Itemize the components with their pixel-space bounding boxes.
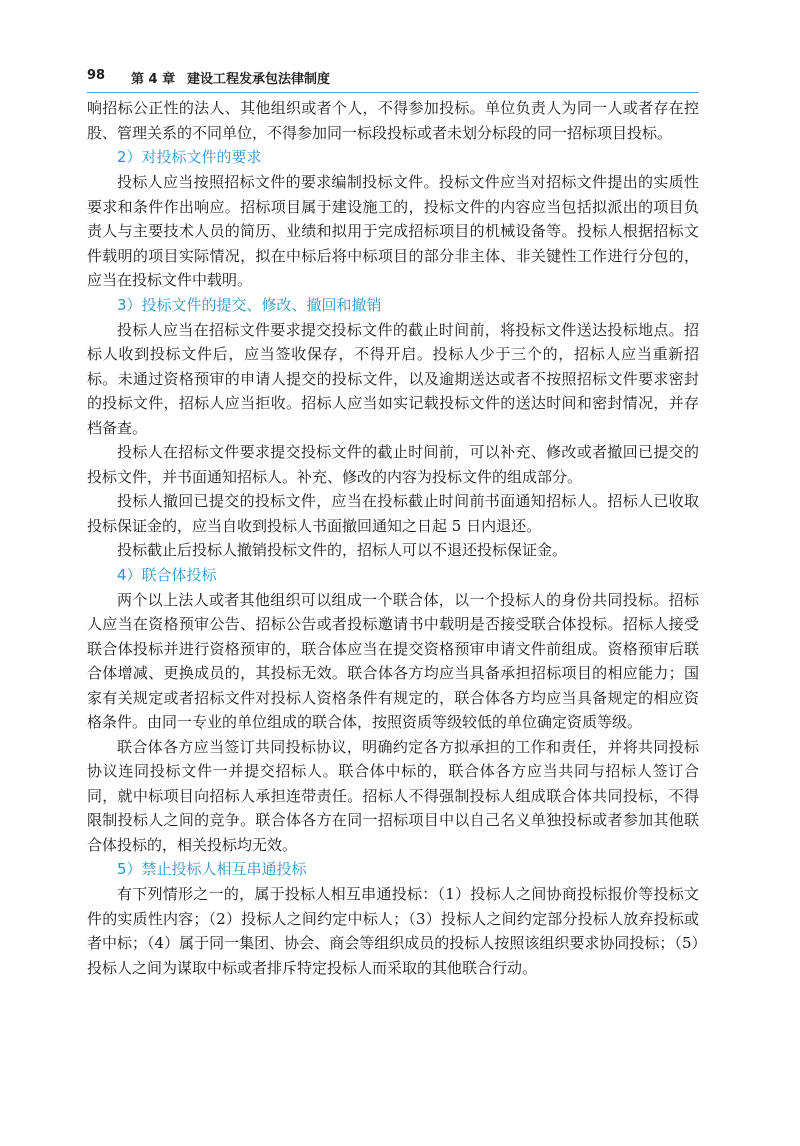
section-3-paragraph-2: 投标人在招标文件要求提交投标文件的截止时间前，可以补充、修改或者撤回已提交的投标文件，并书面通知招标人。补充、修改的内容为投标文件的组成部分。 bbox=[87, 443, 699, 486]
section-heading-3: 3）投标文件的提交、修改、撤回和撤销 bbox=[117, 295, 382, 314]
section-2-paragraph-1: 投标人应当按照招标文件的要求编制投标文件。投标文件应当对招标文件提出的实质性要求和条件作出响应。招标项目属于建设施工的，投标文件的内容应当包括拟派出的项目负责人与主要技术人员的简历、业绩和拟用于完成招标项目的机械设备等。投标人根据招标文件载明的项目实际情况，拟在中标后将中标项目的部分非主体、非关键性工作进行分包的，应当在投标文件中载明。 bbox=[87, 173, 699, 289]
section-heading-4: 4）联合体投标 bbox=[117, 565, 217, 584]
section-5-paragraph-1: 有下列情形之一的，属于投标人相互串通投标：（1）投标人之间协商投标报价等投标文件的实质性内容；（2）投标人之间约定中标人；（3）投标人之间约定部分投标人放弃投标或者中标；（4）属于同一集团、协会、商会等组织成员的投标人按照该组织要求协同投标；（5）投标人之间为谋取中标或者排斥特定投标人而采取的其他联合行动。 bbox=[87, 885, 699, 977]
page-number: 98 bbox=[87, 68, 106, 83]
header-divider bbox=[87, 92, 699, 93]
section-4-paragraph-2: 联合体各方应当签订共同投标协议，明确约定各方拟承担的工作和责任，并将共同投标协议连同投标文件一并提交招标人。联合体中标的，联合体各方应当共同与招标人签订合同，就中标项目向招标人承担连带责任。招标人不得强制投标人组成联合体共同投标，不得限制投标人之间的竞争。联合体各方在同一招标项目中以自己名义单独投标或者参加其他联合体投标的，相关投标均无效。 bbox=[87, 737, 699, 854]
chapter-label: 第 4 章 bbox=[131, 72, 176, 87]
page-header bbox=[87, 68, 699, 94]
chapter-title: 建设工程发承包法律制度 bbox=[187, 72, 331, 87]
section-3-paragraph-3: 投标人撤回已提交的投标文件，应当在投标截止时间前书面通知招标人。招标人已收取投标保证金的，应当自收到投标人书面撤回通知之日起 5 日内退还。 bbox=[87, 492, 699, 535]
section-3-paragraph-1: 投标人应当在招标文件要求提交投标文件的截止时间前，将投标文件送达投标地点。招标人收到投标文件后，应当签收保存，不得开启。投标人少于三个的，招标人应当重新招标。未通过资格预审的申请人提交的投标文件，以及逾期送达或者不按照招标文件要求密封的投标文件，招标人应当拒收。招标人应当如实记载投标文件的送达时间和密封情况，并存档备查。 bbox=[87, 320, 699, 437]
section-3-paragraph-4: 投标截止后投标人撤销投标文件的，招标人可以不退还投标保证金。 bbox=[117, 541, 568, 559]
section-4-paragraph-1: 两个以上法人或者其他组织可以组成一个联合体，以一个投标人的身份共同投标。招标人应当在资格预审公告、招标公告或者投标邀请书中载明是否接受联合体投标。招标人接受联合体投标并进行资格预审的，联合体应当在提交资格预审申请文件前组成。资格预审后联合体增减、更换成员的，其投标无效。联合体各方均应当具备承担招标项目的相应能力；国家有关规定或者招标文件对投标人资格条件有规定的，联合体各方均应当具备规定的相应资格条件。由同一专业的单位组成的联合体，按照资质等级较低的单位确定资质等级。 bbox=[87, 590, 699, 731]
section-heading-2: 2）对投标文件的要求 bbox=[117, 148, 262, 166]
intro-paragraph: 响招标公正性的法人、其他组织或者个人，不得参加投标。单位负责人为同一人或者存在控股、管理关系的不同单位，不得参加同一标段投标或者未划分标段的同一招标项目投标。 bbox=[87, 99, 699, 142]
page-body bbox=[87, 96, 699, 980]
section-heading-5: 5）禁止投标人相互串通投标 bbox=[117, 860, 307, 878]
